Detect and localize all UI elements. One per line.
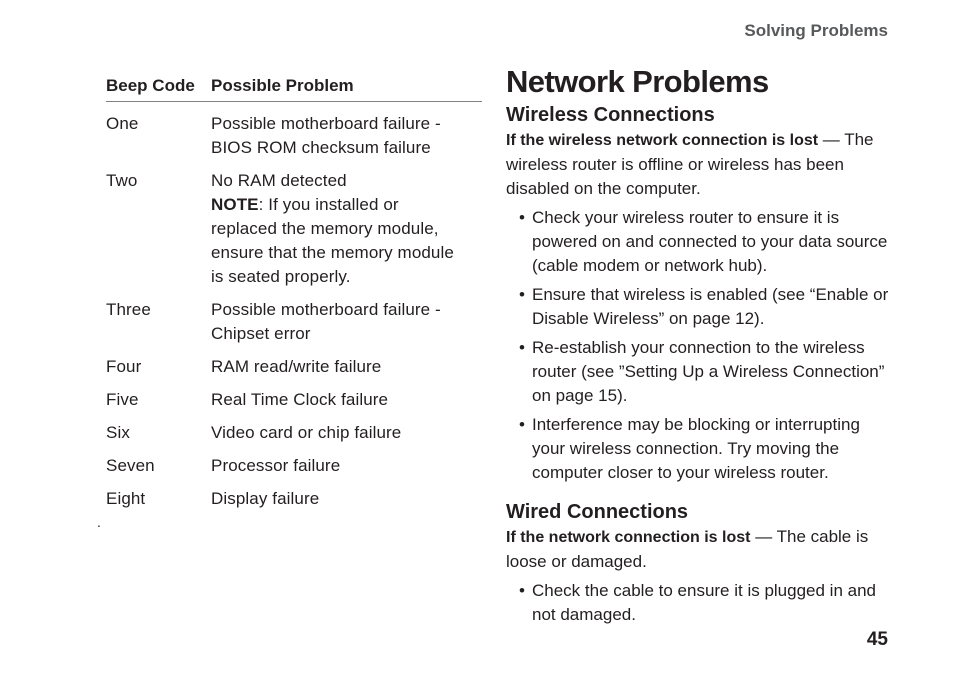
- page-title: Network Problems: [506, 64, 769, 99]
- wireless-lead-rest: — The wireless router is offline or wireless has been disabled on the computer.: [506, 130, 874, 198]
- bullet-icon: •: [519, 581, 525, 600]
- list-item: [506, 413, 892, 485]
- bullet-text: Re-establish your connection to the wireless router (see ”Setting Up a Wireless Connection” on page 15).: [532, 338, 885, 405]
- list-item: [506, 336, 892, 408]
- table-row: [106, 298, 482, 346]
- wireless-intro: [506, 128, 892, 201]
- running-header: Solving Problems: [744, 21, 888, 40]
- column-header-possible-problem: Possible Problem: [211, 76, 354, 95]
- beep-code-cell: Six: [106, 423, 130, 442]
- possible-problem-cell: [211, 169, 482, 289]
- wired-heading: Wired Connections: [506, 501, 689, 523]
- beep-code-cell: Three: [106, 300, 151, 319]
- column-header-beep-code: Beep Code: [106, 76, 195, 95]
- possible-problem-cell: [211, 112, 482, 160]
- note-text: : If you installed or: [258, 195, 399, 214]
- note-line: is seated properly.: [211, 267, 351, 286]
- list-item: [506, 206, 892, 278]
- stray-mark: .: [97, 514, 101, 530]
- table-row: [106, 355, 482, 379]
- beep-code-cell: Four: [106, 357, 142, 376]
- bullet-text: Check your wireless router to ensure it is powered on and connected to your data source (cable modem or network hub).: [532, 208, 888, 275]
- problem-line: Possible motherboard failure -: [211, 114, 441, 133]
- note-line: [211, 193, 482, 217]
- possible-problem-cell: [211, 421, 482, 445]
- possible-problem-cell: [211, 298, 482, 346]
- beep-code-table: [106, 76, 482, 520]
- wired-lead: If the network connection is lost: [506, 529, 751, 546]
- page-number: 45: [866, 629, 888, 650]
- beep-code-cell: Seven: [106, 456, 155, 475]
- problem-line: BIOS ROM checksum failure: [211, 138, 431, 157]
- wired-lead-rest: — The cable is loose or damaged.: [506, 527, 869, 571]
- bullet-text: Check the cable to ensure it is plugged in and not damaged.: [532, 581, 877, 624]
- beep-code-cell: One: [106, 114, 139, 133]
- bullet-icon: •: [519, 338, 525, 357]
- beep-code-cell: Five: [106, 390, 139, 409]
- problem-line: Display failure: [211, 489, 320, 508]
- problem-line: RAM read/write failure: [211, 357, 382, 376]
- network-problems-section: [506, 62, 892, 632]
- wireless-heading: Wireless Connections: [506, 104, 715, 126]
- note-line: ensure that the memory module: [211, 243, 454, 262]
- table-row: [106, 421, 482, 445]
- list-item: [506, 579, 892, 627]
- wired-intro: [506, 525, 892, 574]
- wired-bullet-list: [506, 579, 892, 627]
- problem-line: Possible motherboard failure -: [211, 300, 441, 319]
- bullet-icon: •: [519, 415, 525, 434]
- table-row: [106, 112, 482, 160]
- table-row: [106, 169, 482, 289]
- possible-problem-cell: [211, 388, 482, 412]
- table-row: [106, 454, 482, 478]
- possible-problem-cell: [211, 454, 482, 478]
- problem-line: Chipset error: [211, 324, 311, 343]
- beep-code-cell: Eight: [106, 489, 146, 508]
- table-header: [106, 76, 482, 102]
- list-item: [506, 283, 892, 331]
- possible-problem-cell: [211, 487, 482, 511]
- note-label: NOTE: [211, 195, 259, 214]
- bullet-text: Ensure that wireless is enabled (see “Enable or Disable Wireless” on page 12).: [532, 285, 889, 328]
- bullet-icon: •: [519, 208, 525, 227]
- problem-line: No RAM detected: [211, 171, 347, 190]
- wireless-lead: If the wireless network connection is lost: [506, 132, 819, 149]
- note-line: replaced the memory module,: [211, 219, 439, 238]
- bullet-icon: •: [519, 285, 525, 304]
- bullet-text: Interference may be blocking or interrupting your wireless connection. Try moving the computer closer to your wireless router.: [532, 415, 860, 482]
- problem-line: Video card or chip failure: [211, 423, 402, 442]
- problem-line: Processor failure: [211, 456, 341, 475]
- table-row: [106, 487, 482, 511]
- wireless-bullet-list: [506, 206, 892, 485]
- beep-code-cell: Two: [106, 171, 138, 190]
- table-row: [106, 388, 482, 412]
- problem-line: Real Time Clock failure: [211, 390, 389, 409]
- possible-problem-cell: [211, 355, 482, 379]
- table-body: [106, 102, 482, 511]
